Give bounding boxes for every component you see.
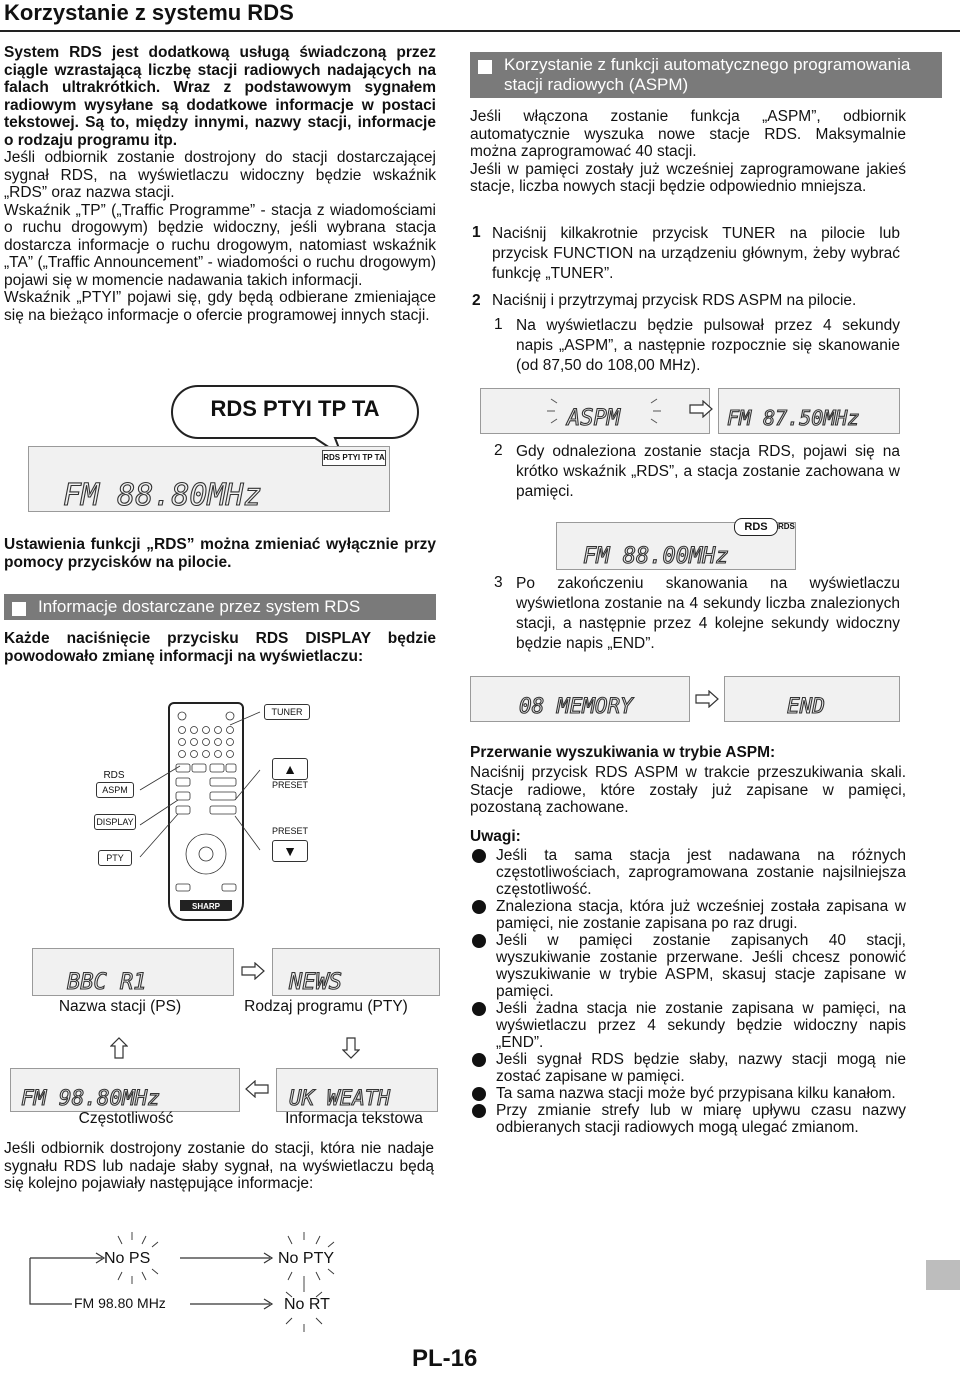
arrow-left-icon	[244, 1080, 270, 1098]
arrow-right-icon	[688, 400, 714, 418]
section-rds-info-title: Informacje dostarczane przez system RDS	[38, 597, 361, 616]
caption-radio-text: Informacja tekstowa	[285, 1110, 423, 1127]
title-divider	[0, 30, 960, 32]
step-2-text: Naciśnij i przytrzymaj przycisk RDS ASPM na pilocie.	[492, 292, 857, 309]
list-item	[470, 847, 906, 898]
preset-up-button[interactable]: ▲	[272, 758, 308, 780]
bubble-label: RDS PTYI TP TA	[210, 396, 380, 421]
arrow-down-icon	[342, 1036, 360, 1060]
no-ps-label: No PS	[104, 1250, 151, 1267]
page-number: PL-16	[412, 1345, 478, 1372]
tuner-button[interactable]: TUNER	[264, 704, 310, 720]
frequency-label: FM 98.80 MHz	[74, 1295, 166, 1311]
intro-paragraph: System RDS jest dodatkową usługą świadczoną przez ciągle wzrastającą liczbę stacji radiowych nadających na falach ultrakrótkich. Wraz z podstawowym sygnałem radiowym wysyłane są dodatkowe informacje w postaci tekstowej. Są to, między innymi, nazwy stacji, informacje o rodzaju programu itp.	[4, 44, 436, 149]
note-text: Jeśli sygnał RDS będzie słaby, nazwy stacji mogą nie zostać zapisane w pamięci.	[496, 1051, 906, 1085]
bullet-icon	[472, 1053, 486, 1067]
rds-badge: RDS	[734, 518, 778, 536]
page-title: Korzystanie z systemu RDS	[4, 0, 294, 25]
bullet-icon	[472, 1002, 486, 1016]
caption-station-name: Nazwa stacji (PS)	[58, 998, 182, 1015]
aspm-intro-2: Jeśli w pamięci zostały już wcześniej zaprogramowane jakieś stacje, liczba nowych stacji będzie odpowiednio mniejsza.	[470, 160, 906, 195]
preset-down-button[interactable]: ▼	[272, 840, 308, 862]
display-scanning	[718, 388, 900, 434]
note-text: Przy zmianie strefy lub w miarę upływu czasu nazwy odbieranych stacji radiowych mogą ulegać zmianom.	[496, 1102, 906, 1136]
note-text: Jeśli w pamięci zostanie zapisanych 40 stacji, wyszukiwanie zostanie przerwane. Jeśli chcesz ponowić wyszukiwanie w trybie ASPM, skasuj stacje zapisane w pamięci.	[496, 932, 906, 1000]
lcd-memory-text: 08 MEMORY	[519, 694, 633, 718]
preset-up-label: PRESET	[271, 780, 308, 790]
bullet-icon	[472, 1104, 486, 1118]
note-text: Jeśli ta sama stacja jest nadawana na różnych częstotliwościach, zaprogramowana zostanie najsilniejsza częstotliwość.	[496, 847, 906, 898]
ptyi-paragraph: Wskaźnik „PTYI” pojawi się, gdy będą odbierane zmieniające się na bieżąco informacje o ofercie programowej innych stacji.	[4, 289, 436, 324]
display-memory-count	[470, 676, 690, 722]
list-item	[470, 1000, 906, 1051]
display-aspm-blinking	[480, 388, 710, 434]
lcd-found-text: FM 88.00MHz	[583, 544, 729, 569]
no-pty-label: No PTY	[278, 1250, 335, 1267]
substep-3-text: Po zakończeniu skanowania na wyświetlaczu wyświetlona zostanie na 4 sekundy liczba znalezionych stacji, a następnie przez 4 kolejne sekundy widoczny będzie napis „END”.	[516, 575, 900, 652]
display-frequency	[10, 1068, 240, 1112]
display-end	[724, 676, 900, 722]
lcd-aspm-text: ASPM	[567, 406, 620, 431]
list-item	[470, 1051, 906, 1085]
section-square-icon	[478, 60, 492, 74]
lcd-station-name-text: BBC R1	[67, 970, 147, 995]
lcd-scan-text: FM 87.50MHz	[727, 406, 860, 430]
stop-title: Przerwanie wyszukiwania w trybie ASPM:	[470, 744, 776, 761]
section-aspm-header	[470, 52, 942, 98]
section-aspm-title: Korzystanie z funkcji automatycznego programowania stacji radiowych (ASPM)	[504, 55, 911, 94]
substep-2-text: Gdy odnaleziona zostanie stacja RDS, pojawi się na krótko wskaźnik „RDS”, a stacja zostanie zachowana w pamięci.	[516, 443, 900, 500]
display-station-name	[32, 948, 234, 996]
bullet-icon	[472, 900, 486, 914]
pty-button[interactable]: PTY	[98, 850, 132, 866]
substep-2-number: 2	[494, 442, 503, 459]
caption-program-type: Rodzaj programu (PTY)	[244, 998, 408, 1015]
stop-text: Naciśnij przycisk RDS ASPM w trakcie przeszukiwania skali. Stacje radiowe, które zostały już zapisane w pamięci, pozostaną zachowane.	[470, 764, 906, 816]
arrow-right-icon	[240, 962, 266, 980]
lcd-radio-text-text: UK WEATH	[289, 1086, 391, 1110]
weak-signal-diagram	[20, 1232, 440, 1332]
tp-ta-paragraph: Wskaźnik „TP” („Traffic Programme” - stacja z wiadomościami o ruchu drogowym) będzie widoczny, jeśli wybrana stacja dostarcza informacje o ruchu drogowym, natomiast wskaźnik „TA” („Traffic Announcement” - wiadomości o ruchu drogowym) pojawi się w momencie nadawania takich informacji.	[4, 201, 436, 289]
label-rds: RDS	[103, 770, 125, 781]
caption-frequency: Częstotliwość	[78, 1110, 174, 1127]
aspm-intro	[470, 108, 906, 196]
bullet-icon	[472, 934, 486, 948]
note-text: Ta sama nazwa stacji może być przypisana kilku kanałom.	[496, 1085, 896, 1102]
notes-title: Uwagi:	[470, 828, 521, 845]
display-radio-text	[276, 1068, 438, 1112]
aspm-button[interactable]: ASPM	[96, 782, 134, 798]
list-item	[470, 1085, 906, 1102]
preset-down-label: PRESET	[271, 826, 308, 836]
notes-list	[470, 847, 906, 1136]
aspm-intro-1: Jeśli włączona zostanie funkcja „ASPM”, odbiornik automatycznie wyszuka nowe stacje RDS. Maksymalnie można zaprogramować 40 stacji.	[470, 108, 906, 160]
rds-small-indicator: RDS	[778, 522, 795, 531]
bullet-icon	[472, 1087, 486, 1101]
substep-1-number: 1	[494, 316, 503, 333]
note-text: Jeśli żadna stacja nie zostanie zapisana w pamięci, na wyświetlaczu przez 4 sekundy będzie widoczny napis „END”.	[496, 1000, 906, 1051]
indicator-labels: RDS PTYI TP TA	[322, 450, 386, 466]
substep-1-text: Na wyświetlaczu będzie pulsował przez 4 sekundy napis „ASPM”, a następnie rozpocznie się skanowanie (od 87,50 do 108,00 MHz).	[516, 317, 900, 374]
weak-signal-paragraph: Jeśli odbiornik dostrojony zostanie do stacji, która nie nadaje sygnału RDS lub nadaje słaby sygnał, na wyświetlaczu będą się kolejno pojawiały następujące informacje:	[4, 1140, 434, 1192]
remote-callout-lines	[130, 700, 290, 860]
lcd-program-type-text: NEWS	[289, 970, 342, 995]
substep-3-number: 3	[494, 574, 503, 591]
section-square-icon	[12, 602, 26, 616]
rds-display-instruction: Każde naciśnięcie przycisku RDS DISPLAY będzie powodowało zmianę informacji na wyświetlaczu:	[4, 630, 436, 665]
remote-brand: SHARP	[191, 902, 221, 911]
step-1-number: 1	[472, 224, 481, 241]
section-rds-info-header	[4, 594, 436, 620]
settings-note: Ustawienia funkcji „RDS” można zmieniać wyłącznie przy pomocy przycisków na pilocie.	[4, 536, 436, 571]
no-rt-label: No RT	[284, 1296, 330, 1313]
lcd-end-text: END	[787, 694, 825, 718]
display-program-type	[272, 948, 440, 996]
step-2-number: 2	[472, 292, 481, 309]
rds-indicator-paragraph: Jeśli odbiornik zostanie dostrojony do stacji dostarczającej sygnał RDS, na wyświetlaczu widoczny będzie wskaźnik „RDS” oraz nazwa stacji.	[4, 149, 436, 201]
bullet-icon	[472, 849, 486, 863]
arrow-right-icon	[694, 690, 720, 708]
left-intro	[4, 44, 436, 324]
list-item	[470, 932, 906, 1000]
arrow-up-icon	[110, 1036, 128, 1060]
note-text: Znaleziona stacja, która już wcześniej została zapisana w pamięci, nie zostanie zapisana po raz drugi.	[496, 898, 906, 932]
page-tab-marker	[926, 1260, 960, 1290]
lcd-frequency-cycle-text: FM 98.80MHz	[21, 1086, 161, 1110]
list-item	[470, 1102, 906, 1136]
step-1-text: Naciśnij kilkakrotnie przycisk TUNER na pilocie lub przycisk FUNCTION na urządzeniu głównym, żeby wybrać funkcję „TUNER”.	[492, 225, 900, 282]
display-button[interactable]: DISPLAY	[94, 814, 136, 830]
list-item	[470, 898, 906, 932]
lcd-frequency-text: FM 88.80MHz	[63, 478, 262, 511]
